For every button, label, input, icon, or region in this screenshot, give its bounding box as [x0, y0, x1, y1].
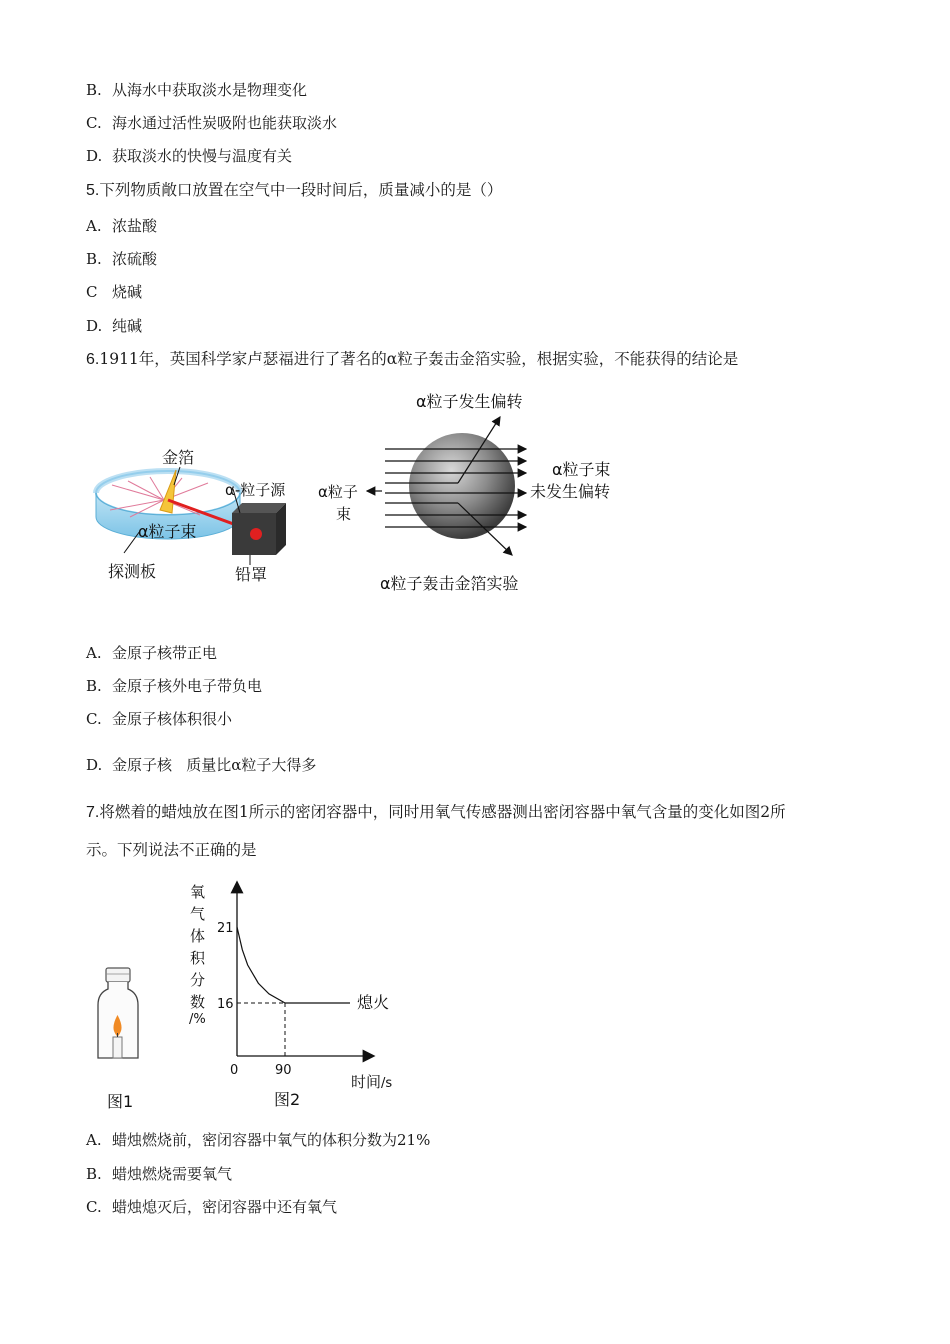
q5-option-a	[86, 216, 157, 236]
option-text: 浓硫酸	[112, 250, 158, 268]
question-text: 将燃着的蜡烛放在图1所示的密闭容器中，同时用氧气传感器测出密闭容器中氧气含量的变化如图2所	[99, 803, 786, 821]
tick-21: 21	[217, 921, 234, 936]
option-text: 金原子核带正电	[112, 644, 218, 662]
q6-option-c	[86, 709, 232, 729]
q5-option-d	[86, 316, 142, 336]
y-label-char: 分	[190, 971, 206, 989]
option-letter: B.	[86, 1165, 102, 1183]
extinguish-label: 熄火	[357, 993, 390, 1012]
undeflected-label-line2: 未发生偏转	[530, 482, 611, 501]
option-text: 蜡烛燃烧前，密闭容器中氧气的体积分数为21%	[112, 1131, 431, 1149]
option-text: 金原子核外电子带负电	[112, 677, 263, 695]
option-text: 金原子核体积很小	[112, 710, 233, 728]
q7-option-a	[86, 1130, 430, 1150]
undeflected-label-line1: α粒子束	[552, 460, 611, 479]
y-label-char: 数	[190, 993, 206, 1011]
question-text: 示。下列说法不正确的是	[86, 841, 257, 859]
tick-0: 0	[230, 1063, 239, 1078]
y-label-char: 气	[190, 905, 206, 923]
tick-90: 90	[275, 1063, 292, 1078]
q6-stem	[86, 349, 738, 370]
option-letter: A.	[86, 217, 102, 235]
q4-option-d	[86, 146, 292, 166]
option-letter: A.	[86, 1131, 102, 1149]
oxygen-chart	[185, 875, 410, 1115]
alpha-beam-label: α粒子束	[138, 522, 197, 541]
detector-label: 探测板	[108, 562, 157, 581]
y-label-char: 积	[190, 949, 206, 967]
q4-option-b	[86, 80, 307, 100]
gold-foil	[160, 470, 176, 513]
oxygen-decline-curve	[237, 927, 285, 1003]
beam-label-line2: 束	[336, 505, 352, 523]
option-text: 蜡烛燃烧需要氧气	[112, 1165, 233, 1183]
question-text: 下列物质敞口放置在空气中一段时间后，质量减小的是（）	[99, 181, 503, 199]
q7-stem-line2	[86, 840, 257, 860]
question-text: 1911年，英国科学家卢瑟福进行了著名的α粒子轰击金箔实验，根据实验，不能获得的结论是	[99, 350, 739, 368]
q4-option-c	[86, 113, 337, 133]
question-number: 7.	[86, 804, 100, 821]
option-text: 烧碱	[112, 283, 143, 301]
option-letter: C	[86, 283, 98, 301]
option-text: 海水通过活性炭吸附也能获取淡水	[112, 114, 338, 132]
lead-box-label: 铅罩	[235, 565, 268, 584]
y-unit: /%	[189, 1012, 206, 1027]
fig2-label: 图2	[274, 1090, 301, 1109]
q5-option-c	[86, 282, 142, 302]
option-letter: B.	[86, 677, 102, 695]
option-text: 纯碱	[112, 317, 143, 335]
option-text: 金原子核 质量比α粒子大得多	[112, 756, 317, 774]
q7-option-c	[86, 1197, 337, 1217]
q7-option-b	[86, 1164, 232, 1184]
y-label-char: 氧	[190, 883, 206, 901]
question-number: 5.	[86, 182, 100, 199]
option-text: 从海水中获取淡水是物理变化	[112, 81, 308, 99]
x-axis-label	[351, 1073, 392, 1091]
deflected-label: α粒子发生偏转	[416, 392, 523, 411]
option-text: 蜡烛熄灭后，密闭容器中还有氧气	[112, 1198, 338, 1216]
rutherford-caption: α粒子轰击金箔实验	[380, 574, 519, 593]
rutherford-figure	[90, 385, 650, 610]
candle-bottle-figure	[94, 965, 144, 1110]
q5-stem	[86, 180, 502, 201]
option-letter: C.	[86, 1198, 102, 1216]
option-letter: A.	[86, 644, 102, 662]
fig1-label: 图1	[107, 1092, 134, 1111]
q6-option-a	[86, 643, 217, 663]
q5-option-b	[86, 249, 157, 269]
option-letter: D.	[86, 756, 103, 774]
tick-16: 16	[217, 997, 234, 1012]
q7-stem-line1	[86, 802, 786, 823]
option-letter: C.	[86, 710, 102, 728]
lead-box	[232, 503, 286, 555]
y-axis-label	[190, 883, 206, 1011]
gold-foil-label: 金箔	[162, 448, 195, 467]
q6-option-b	[86, 676, 262, 696]
option-text: 获取淡水的快慢与温度有关	[112, 147, 293, 165]
question-number: 6.	[86, 351, 100, 368]
option-letter: D.	[86, 147, 103, 165]
x-unit: /s	[381, 1076, 393, 1091]
bottle-cap	[106, 968, 130, 982]
x-label: 时间	[351, 1073, 382, 1091]
q6-option-d	[86, 755, 316, 775]
option-letter: B.	[86, 250, 102, 268]
beam-label-line1: α粒子	[318, 483, 358, 501]
option-letter: C.	[86, 114, 102, 132]
option-letter: D.	[86, 317, 103, 335]
option-text: 浓盐酸	[112, 217, 158, 235]
candle	[113, 1037, 122, 1058]
option-letter: B.	[86, 81, 102, 99]
alpha-source-label: α-粒子源	[225, 481, 286, 499]
y-label-char: 体	[190, 927, 206, 945]
